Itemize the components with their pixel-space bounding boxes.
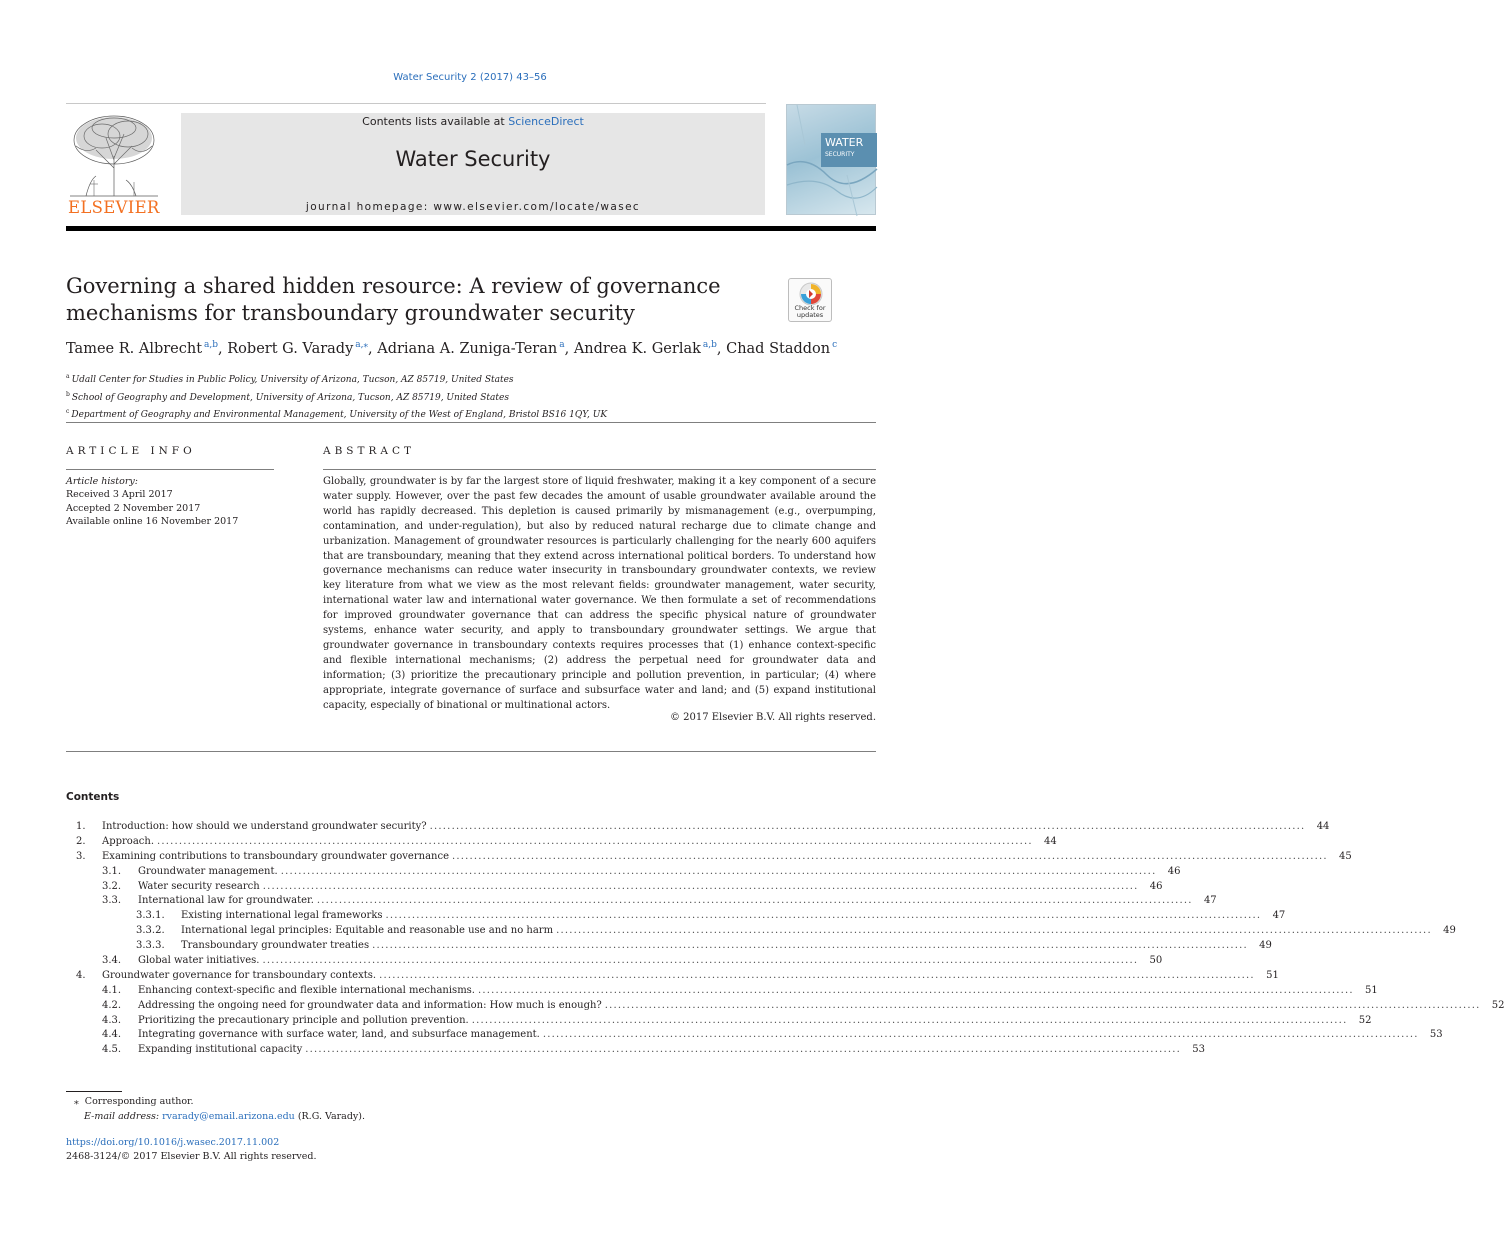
toc-entry-title[interactable]: International legal principles: Equitable and reasonable use and no harm xyxy=(181,925,554,937)
toc-entry-title[interactable]: Approach. xyxy=(102,835,155,847)
crossmark-label: Check for updates xyxy=(794,304,826,319)
toc-entry-page[interactable]: 51 xyxy=(1266,969,1279,981)
toc-entry-page[interactable]: 44 xyxy=(1316,821,1330,832)
toc-entry-title[interactable]: Transboundary groundwater treaties xyxy=(181,940,370,952)
toc-entry-number: 3.4. xyxy=(102,955,122,967)
accepted-date: Accepted 2 November 2017 xyxy=(66,502,201,514)
article-info-divider xyxy=(66,469,274,470)
toc-entry-number: 4.5. xyxy=(102,1044,122,1056)
email-link[interactable]: rvarady@email.arizona.edu xyxy=(162,1110,295,1122)
cover-title-text: WATER xyxy=(825,136,864,149)
affiliation-item xyxy=(66,388,766,406)
toc-entry-title[interactable]: Existing international legal frameworks xyxy=(181,910,383,922)
abstract-divider xyxy=(323,469,876,470)
cover-title xyxy=(821,133,877,167)
sciencedirect-link[interactable]: ScienceDirect xyxy=(508,115,584,128)
toc-entry-title[interactable]: Groundwater management. xyxy=(138,865,278,877)
author-affiliation-marker[interactable]: a,⁎ xyxy=(355,340,368,350)
table-of-contents xyxy=(66,820,1505,1058)
author-affiliation-marker[interactable]: a,b xyxy=(204,340,219,350)
toc-entry[interactable] xyxy=(66,894,1217,909)
toc-leader-dots: ........................................................................................................................................................................................................ xyxy=(262,880,1139,892)
author-name[interactable]: Chad Staddon xyxy=(726,341,831,357)
toc-entry-number: 3.3.1. xyxy=(136,910,165,922)
abstract-copyright: © 2017 Elsevier B.V. All rights reserved. xyxy=(669,712,876,723)
toc-entry[interactable] xyxy=(66,820,1330,835)
contents-heading: Contents xyxy=(66,791,120,803)
affiliation-mark: b xyxy=(66,390,70,398)
contents-prefix: Contents lists available at xyxy=(362,115,509,128)
check-for-updates-button[interactable] xyxy=(788,278,832,322)
email-label: E-mail address: xyxy=(84,1110,160,1122)
toc-entry-number: 4.3. xyxy=(102,1014,122,1026)
toc-leader-dots: ........................................................................................................................................................................................................ xyxy=(385,910,1262,922)
footnote-divider xyxy=(66,1091,122,1092)
toc-entry-number: 4.1. xyxy=(102,984,122,996)
toc-entry[interactable] xyxy=(66,1028,1443,1043)
journal-homepage[interactable]: journal homepage: www.elsevier.com/locate/wasec xyxy=(305,201,641,213)
toc-entry-number: 2. xyxy=(76,835,86,847)
author-affiliation-marker[interactable]: c xyxy=(832,340,838,350)
toc-entry-title[interactable]: Groundwater governance for transboundary contexts. xyxy=(102,969,377,981)
toc-entry-number: 3.2. xyxy=(102,880,122,892)
online-date: Available online 16 November 2017 xyxy=(66,515,239,527)
affiliation-item xyxy=(66,370,766,388)
toc-entry[interactable] xyxy=(66,865,1181,880)
affiliation-mark: a xyxy=(66,373,70,380)
article-title: Governing a shared hidden resource: A review of governance mechanisms for transboundary groundwater security xyxy=(66,274,721,325)
author-affiliation-marker[interactable]: a,b xyxy=(702,340,717,350)
journal-citation[interactable]: Water Security 2 (2017) 43–56 xyxy=(393,72,547,83)
toc-leader-dots: ........................................................................................................................................................................................................ xyxy=(556,925,1432,937)
email-suffix: (R.G. Varady). xyxy=(297,1110,366,1122)
toc-entry-page[interactable]: 45 xyxy=(1339,850,1352,862)
author-separator: , xyxy=(368,341,378,357)
toc-entry-number: 3.1. xyxy=(102,865,122,877)
toc-entry[interactable] xyxy=(66,1014,1372,1029)
history-label: Article history: xyxy=(66,476,138,487)
author-separator: , xyxy=(716,341,727,357)
toc-leader-dots: ........................................................................................................................................................................................................ xyxy=(471,1014,1348,1026)
issn-copyright: 2468-3124/© 2017 Elsevier B.V. All rights reserved. xyxy=(66,1151,317,1162)
toc-entry-page[interactable]: 50 xyxy=(1149,955,1163,967)
abstract-heading: ABSTRACT xyxy=(323,445,416,457)
toc-entry-page[interactable]: 47 xyxy=(1272,910,1286,922)
toc-entry[interactable] xyxy=(66,984,1378,999)
toc-entry[interactable] xyxy=(66,954,1163,969)
author-separator: , xyxy=(564,341,574,357)
journal-cover-image[interactable] xyxy=(786,104,876,215)
toc-entry-page[interactable]: 49 xyxy=(1443,925,1456,937)
toc-entry[interactable] xyxy=(66,969,1279,984)
toc-entry-title[interactable]: Global water initiatives. xyxy=(138,955,260,967)
toc-entry-title[interactable]: Water security research xyxy=(138,880,260,892)
section-divider xyxy=(66,422,876,423)
doi-link[interactable]: https://doi.org/10.1016/j.wasec.2017.11.002 xyxy=(66,1137,280,1148)
toc-entry[interactable] xyxy=(66,909,1286,924)
toc-entry[interactable] xyxy=(66,999,1505,1014)
toc-entry-page[interactable]: 47 xyxy=(1203,895,1217,907)
toc-entry[interactable] xyxy=(66,924,1456,939)
toc-entry[interactable] xyxy=(66,1043,1205,1058)
affiliation-list xyxy=(66,370,766,423)
toc-entry-page[interactable]: 46 xyxy=(1149,880,1163,892)
corresponding-mark: ⁎ xyxy=(74,1096,79,1107)
toc-leader-dots: ........................................................................................................................................................................................................ xyxy=(542,1029,1419,1041)
article-history xyxy=(66,475,286,528)
journal-banner xyxy=(181,113,765,215)
toc-entry[interactable] xyxy=(66,850,1352,865)
cover-subtitle: SECURITY xyxy=(825,151,855,158)
toc-leader-dots: ........................................................................................................................................................................................................ xyxy=(305,1044,1181,1056)
toc-entry-page[interactable]: 52 xyxy=(1491,999,1505,1011)
author-separator: , xyxy=(218,341,228,357)
toc-entry-page[interactable]: 52 xyxy=(1358,1014,1372,1026)
toc-entry-page[interactable]: 51 xyxy=(1365,984,1378,996)
toc-leader-dots: ........................................................................................................................................................................................................ xyxy=(280,865,1157,877)
toc-entry[interactable] xyxy=(66,835,1057,850)
header-divider xyxy=(66,103,766,104)
toc-entry-page[interactable]: 44 xyxy=(1044,835,1057,847)
toc-entry-number: 4. xyxy=(76,969,86,981)
publisher-name[interactable]: ELSEVIER xyxy=(68,198,160,217)
contents-availability xyxy=(181,115,765,128)
corresponding-label: Corresponding author. xyxy=(84,1096,194,1107)
author-name[interactable]: Andrea K. Gerlak xyxy=(573,341,701,357)
article-info-heading: ARTICLE INFO xyxy=(66,445,196,457)
toc-leader-dots: ........................................................................................................................................................................................................ xyxy=(477,984,1354,996)
toc-entry-number: 4.2. xyxy=(102,999,122,1011)
author-affiliation-marker[interactable]: a xyxy=(559,340,565,350)
toc-leader-dots: ........................................................................................................................................................................................................ xyxy=(604,999,1481,1011)
toc-entry-number: 3.3.2. xyxy=(136,925,165,937)
affiliation-text: School of Geography and Development, University of Arizona, Tucson, AZ 85719, United States xyxy=(71,392,509,403)
toc-entry-number: 4.4. xyxy=(102,1029,122,1041)
toc-leader-dots: ........................................................................................................................................................................................................ xyxy=(452,850,1328,862)
toc-entry-page[interactable]: 53 xyxy=(1192,1044,1205,1056)
toc-entry[interactable] xyxy=(66,880,1163,895)
author-list xyxy=(66,340,886,357)
toc-leader-dots: ........................................................................................................................................................................................................ xyxy=(429,821,1306,832)
header-thick-divider xyxy=(66,226,876,231)
toc-leader-dots: ........................................................................................................................................................................................................ xyxy=(157,835,1033,847)
crossmark-icon xyxy=(799,282,823,306)
abstract-text: Globally, groundwater is by far the largest store of liquid freshwater, making it a key component of a secure water supply. However, over the past few decades the amount of usable groundwater available around the world has rapidly decreased. This depletion is caused primarily by mismanagement (e.g., overpumping, contamination, and under-regulation), but also by reduced natural recharge due to climate change and urbanization. Management of groundwater resources is particularly challenging for the nearly 600 aquifers that are transboundary, meaning that they extend across international political borders. To understand how governance mechanisms can reduce water insecurity in transboundary groundwater contexts, we review key literature from what we view as the most relevant fields: groundwater management, water security, international water law and international water governance. We then formulate a set of recommendations for improved groundwater governance that can address the specific physical nature of groundwater systems, enhance water security, and apply to transboundary groundwater settings. We argue that groundwater governance in transboundary contexts requires processes that (1) enhance context-specific and flexible international mechanisms; (2) address the perpetual need for groundwater data and information; (3) prioritize the precautionary principle and pollution prevention, in particular; (4) where appropriate, integrate governance of surface and subsurface water and land; and (5) expand institutional capacity, especially of binational or multinational actors. xyxy=(323,476,876,711)
toc-entry-page[interactable]: 49 xyxy=(1259,940,1272,952)
toc-entry-number: 3. xyxy=(76,850,86,862)
toc-entry-page[interactable]: 46 xyxy=(1167,865,1181,877)
toc-leader-dots: ........................................................................................................................................................................................................ xyxy=(372,940,1248,952)
section-divider-lower xyxy=(66,751,876,752)
toc-entry-title[interactable]: International law for groundwater. xyxy=(138,895,314,907)
toc-entry-number: 1. xyxy=(76,821,86,832)
toc-entry-title[interactable]: Addressing the ongoing need for groundwater data and information: How much is enough? xyxy=(138,999,602,1011)
toc-entry-title[interactable]: Enhancing context-specific and flexible international mechanisms. xyxy=(138,984,475,996)
toc-entry-page[interactable]: 53 xyxy=(1429,1029,1443,1041)
affiliation-text: Department of Geography and Environmental Management, University of the West of England, Bristol BS16 1QY, UK xyxy=(71,410,608,420)
toc-leader-dots: ........................................................................................................................................................................................................ xyxy=(379,969,1255,981)
toc-entry-number: 3.3.3. xyxy=(136,940,165,952)
received-date: Received 3 April 2017 xyxy=(66,489,173,501)
toc-entry-title[interactable]: Introduction: how should we understand groundwater security? xyxy=(102,821,427,832)
toc-entry[interactable] xyxy=(66,939,1272,954)
toc-entry-title[interactable]: Expanding institutional capacity xyxy=(138,1044,303,1056)
author-name[interactable]: Robert G. Varady xyxy=(227,341,354,357)
author-name[interactable]: Adriana A. Zuniga-Teran xyxy=(377,341,558,357)
author-name[interactable]: Tamee R. Albrecht xyxy=(66,341,203,357)
corresponding-author-note xyxy=(74,1095,365,1124)
toc-entry-title[interactable]: Integrating governance with surface water, land, and subsurface management. xyxy=(138,1029,540,1041)
toc-entry-title[interactable]: Examining contributions to transboundary groundwater governance xyxy=(102,850,449,862)
toc-entry-number: 3.3. xyxy=(102,895,122,907)
affiliation-text: Udall Center for Studies in Public Policy, University of Arizona, Tucson, AZ 85719, United States xyxy=(71,375,514,385)
journal-name: Water Security xyxy=(395,147,551,171)
toc-entry-title[interactable]: Prioritizing the precautionary principle and pollution prevention. xyxy=(138,1014,469,1026)
toc-leader-dots: ........................................................................................................................................................................................................ xyxy=(316,895,1193,907)
affiliation-item xyxy=(66,405,766,423)
toc-leader-dots: ........................................................................................................................................................................................................ xyxy=(262,955,1139,967)
affiliation-mark: c xyxy=(66,408,70,415)
